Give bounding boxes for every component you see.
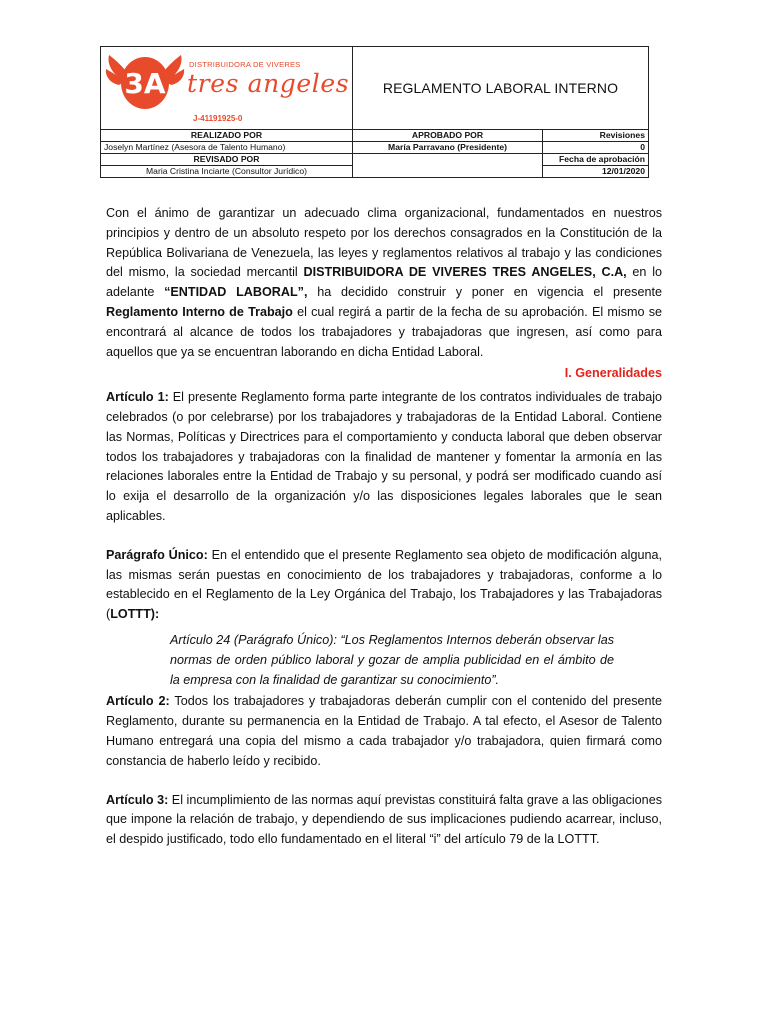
entity-label: “ENTIDAD LABORAL”, (164, 285, 308, 300)
company-logo (105, 51, 355, 125)
realizado-por-label: REALIZADO POR (101, 130, 353, 142)
article-3: Artículo 3: El incumplimiento de las normas aquí previstas constituirá falta grave a las obligaciones que impone la relación de trabajo, y dependiendo de sus implicaciones pudiendo acarrear, incluso, el despido justificado, todo ello fundamentado en el literal “i” del artículo 79 de la LOTTT. (106, 792, 662, 847)
intro-paragraph: Con el ánimo de garantizar un adecuado clima organizacional, fundamentados en nuestros principios y dentro de un absoluto respeto por los derechos consagrados en la Constitución de la República Bolivariana de Venezuela, las leyes y reglamentos relativos al trabajo y las condiciones del mismo, la sociedad mercantil DISTRIBUIDORA DE VIVERES TRES ANGELES, C.A, en lo adelante “ENTIDAD LABORAL”, ha decidido construir y poner en vigencia el presente Reglamento Interno de Trabajo el cual regirá a partir de la fecha de su aprobación. El mismo se encontrará al alcance de todos los trabajadores y trabajadoras que ingresen, así como para aquellos que ya se encuentran laborando en dicha Entidad Laboral. (106, 206, 663, 359)
aprobado-por-label: APROBADO POR (353, 130, 543, 142)
section-title: I. Generalidades (564, 366, 662, 381)
article-2: Artículo 2: Todos los trabajadores y trabajadoras deberán cumplir con el contenido del presente Reglamento, durante su permanencia en la Entidad de Trabajo. A tal efecto, el Asesor de Talento Humano entregará una copia del mismo a cada trabajador y/o trabajadora, quien firmará como constancia de haberlo leído y recibido. (106, 694, 663, 768)
rule-name: Reglamento Interno de Trabajo (106, 304, 293, 319)
logo-top-text: DISTRIBUIDORA DE VIVERES (189, 60, 301, 69)
paragrafo-unico: Parágrafo Único: En el entendido que el presente Reglamento sea objeto de modificación alguna, las mismas serán puestas en conocimiento de los trabajadores y trabajadoras, conforme a lo establecido en el Reglamento de la Ley Orgánica del Trabajo, los Trabajadores y las Trabajadoras (LOTTT): (106, 547, 662, 622)
article-1: Artículo 1: El presente Reglamento forma parte integrante de los contratos individuales de trabajo celebrados (o por celebrarse) por los trabajadores y trabajadoras de la Entidad Laboral. Contiene las Normas, Políticas y Directrices para el comportamiento y conducta laboral que deben observar todos los trabajadores y trabajadoras con la finalidad de mantener y fomentar la armonía en las relaciones laborales entre la Entidad de Trabajo y su personal, y podrá ser modificado cuando así lo exija el desarrollo de la organización y/o las disposiciones legales laborales que le sean aplicables. (106, 390, 662, 523)
logo-brand-name: tres angeles (187, 69, 350, 98)
revisado-por-label: REVISADO POR (101, 154, 353, 166)
fecha-aprobacion-value: 12/01/2020 (543, 166, 649, 178)
revisiones-label: Revisiones (543, 130, 649, 142)
svg-text:3A: 3A (124, 67, 166, 100)
fecha-aprobacion-label: Fecha de aprobación (543, 154, 649, 166)
quoted-article: Artículo 24 (Parágrafo Único): “Los Reglamentos Internos deberán observar las normas de orden público laboral y gozar de amplia publicidad en el ámbito de la empresa con la finalidad de garantizar su conocimiento”. (170, 632, 614, 687)
empty-cell (353, 154, 543, 178)
revisado-por-value: Maria Cristina Inciarte (Consultor Jurídico) (101, 166, 353, 178)
aprobado-por-value: María Parravano (Presidente) (353, 142, 543, 154)
header-table (100, 46, 649, 178)
angel-wings-logo-icon (105, 51, 185, 113)
document-title: REGLAMENTO LABORAL INTERNO (353, 47, 649, 130)
realizado-por-value: Joselyn Martínez (Asesora de Talento Humano) (101, 142, 353, 154)
document-body (106, 204, 662, 850)
revisiones-value: 0 (543, 142, 649, 154)
logo-cell (101, 47, 353, 130)
company-name: DISTRIBUIDORA DE VIVERES TRES ANGELES, C.A, (303, 265, 627, 280)
company-rif: J-41191925-0 (193, 114, 243, 123)
